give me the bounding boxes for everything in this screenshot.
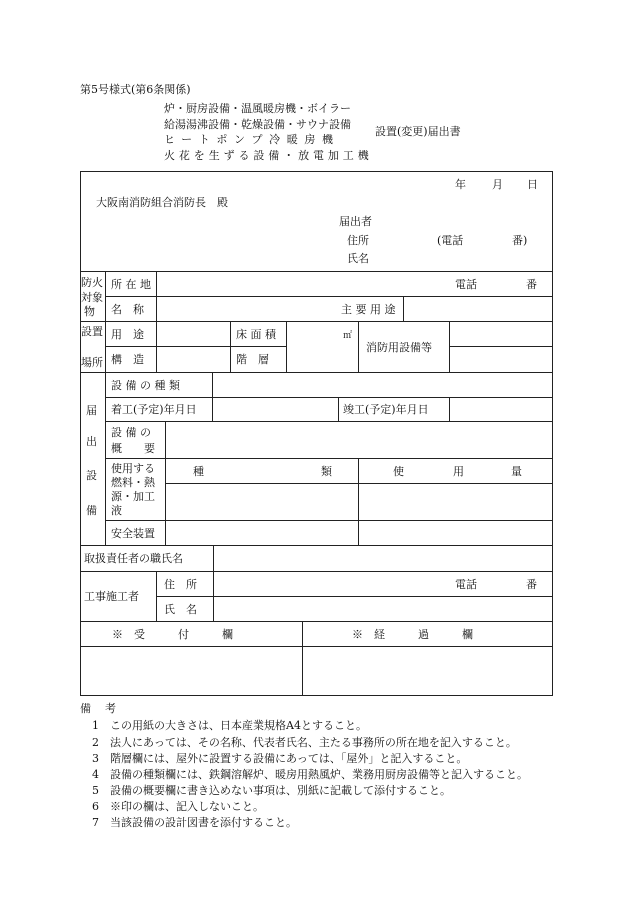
jusho-label: 住 所	[164, 578, 197, 591]
fuel-label: 液	[111, 504, 122, 517]
note-item	[92, 769, 528, 780]
phone-label: 電話	[455, 578, 477, 591]
shurui-label: 種	[193, 465, 204, 478]
m2-unit: ㎡	[343, 331, 353, 341]
note-number: 5	[92, 784, 99, 797]
note-item	[92, 817, 297, 828]
fuel-label: 燃料・熱	[111, 476, 155, 489]
todoke-label: 備	[86, 504, 97, 517]
todoke-label: 出	[86, 435, 97, 448]
note-text: 階層欄には、屋外に設置する設備にあっては、「屋外」と記入すること。	[110, 752, 468, 765]
note-text: 当該設備の設計図書を添付すること。	[110, 816, 297, 829]
youto-label: 用 途	[111, 328, 144, 341]
todoke-label: 設	[86, 469, 97, 482]
note-number: 7	[92, 816, 99, 829]
note-number: 6	[92, 800, 99, 813]
kaisou-label: 階 層	[236, 353, 269, 366]
note-item	[92, 785, 451, 796]
shiyouryou-label: 量	[511, 465, 522, 478]
shiyouryou-label: 用	[453, 465, 464, 478]
equipment-type-label: 設 備 の 種 類	[111, 379, 180, 392]
shurui-label: 類	[321, 465, 332, 478]
safety-label: 安全装置	[111, 527, 155, 540]
note-text: 法人にあっては、その名称、代表者氏名、主たる事務所の所在地を記入すること。	[110, 736, 517, 749]
title-item: 給湯湯沸設備・乾燥設備・サウナ設備	[164, 117, 351, 131]
meisho-label: 名 称	[111, 303, 144, 316]
start-date-label: 着工(予定)年月日	[111, 403, 197, 416]
completion-date-label: 竣工(予定)年月日	[343, 403, 429, 416]
note-number: 1	[92, 719, 99, 732]
name-label: 氏名	[347, 252, 369, 265]
setti-label: 設置	[81, 325, 103, 338]
note-number: 3	[92, 752, 99, 765]
note-item	[92, 737, 517, 748]
location-label: 所 在 地	[111, 278, 151, 291]
shimei-label: 氏 名	[164, 603, 197, 616]
title-item: ヒートポンプ冷暖房機	[164, 133, 340, 146]
bouka-label: 防火	[81, 276, 103, 289]
notifier-label: 届出者	[339, 215, 372, 228]
notes-heading: 備考	[80, 702, 130, 715]
overview-label: 概 要	[111, 442, 155, 455]
date-day-label: 日	[527, 178, 538, 191]
manager-label: 取扱責任者の職氏名	[84, 552, 183, 565]
floor-area-label: 床 面 積	[236, 328, 276, 341]
ban-label: 番	[526, 578, 537, 591]
bouka-label: 物	[84, 305, 95, 318]
address-label: 住所	[347, 234, 369, 247]
note-item	[92, 801, 264, 812]
note-number: 4	[92, 768, 99, 781]
note-text: この用紙の大きさは、日本産業規格A4とすること。	[110, 719, 367, 732]
note-item	[92, 720, 367, 731]
ban-label: 番	[526, 278, 537, 291]
shiyouryou-label: 使	[393, 465, 404, 478]
fire-equipment-label: 消防用設備等	[366, 341, 432, 354]
contractor-label: 工事施工者	[84, 590, 139, 603]
overview-label: 設 備 の	[111, 426, 151, 439]
form-number: 第5号様式(第6条関係)	[80, 83, 191, 96]
reception-label: ※ 受 付 欄	[112, 628, 233, 641]
date-year-label: 年	[455, 178, 466, 191]
bouka-label: 対象	[81, 291, 103, 304]
title-item: 炉・厨房設備・温風暖房機・ボイラー	[164, 102, 351, 115]
title-item: 火花を生ずる設備・放電加工機	[164, 148, 373, 162]
kouzou-label: 構 造	[111, 353, 144, 366]
note-item	[92, 753, 467, 764]
fuel-label: 使用する	[111, 462, 155, 475]
addressee: 大阪南消防組合消防長 殿	[96, 196, 228, 209]
form-title-suffix: 設置(変更)届出書	[375, 125, 461, 138]
progress-label: ※ 経 過 欄	[352, 628, 473, 641]
phone-label: (電話	[437, 234, 464, 247]
note-text: 設備の概要欄に書き込めない事項は、別紙に記載して添付すること。	[110, 784, 451, 797]
phone-end-label: 番)	[512, 234, 528, 247]
todoke-label: 届	[86, 404, 97, 417]
setti-label: 場所	[81, 356, 103, 369]
date-month-label: 月	[492, 178, 503, 191]
main-use-label: 主 要 用 途	[341, 303, 396, 316]
note-text: 設備の種類欄には、鉄鋼溶解炉、暖房用熱風炉、業務用厨房設備等と記入すること。	[110, 768, 528, 781]
phone-label: 電話	[455, 278, 477, 291]
note-text: ※印の欄は、記入しないこと。	[110, 800, 264, 813]
note-number: 2	[92, 736, 99, 749]
fuel-label: 源・加工	[111, 490, 155, 503]
